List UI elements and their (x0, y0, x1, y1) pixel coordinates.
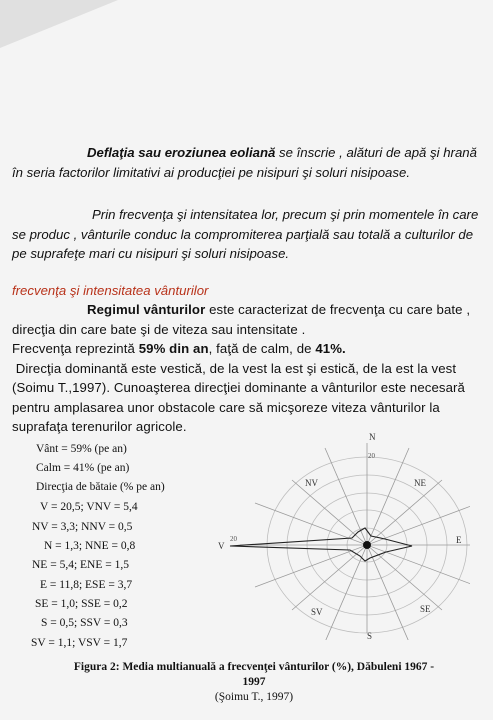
stat-line: Calm = 41% (pe an) (36, 462, 130, 474)
corner-ornament (0, 0, 120, 50)
paragraph-winds-effect: Prin frecvenţa şi intensitatea lor, precum şi prin momentele în care se produc , vânturile conduc la compromiterea parţială sau totală a culturilor de pe suprafeţe mari cu nisipuri şi soluri nisipoase. (12, 207, 479, 261)
section-heading: frecvenţa şi intensitatea vânturilor (12, 283, 209, 298)
paragraph-deflation: Deflaţia sau eroziunea eoliană se înscrie , alături de apă şi hrană în seria factorilor limitativi ai producţiei pe nisipuri şi soluri nisipoase. (12, 145, 477, 180)
rose-scale-left: 20 (230, 535, 237, 543)
figure-caption: Figura 2: Media multianuală a frecvenţei vânturilor (%), Dăbuleni 1967 - 1997 (Şoimu T., 1997) (73, 661, 435, 703)
stat-line: Vânt = 59% (pe an) (36, 443, 127, 455)
rose-label-s: S (367, 631, 373, 640)
deflation-term: Deflaţia sau eroziunea eoliană (87, 145, 276, 160)
stat-line: N = 1,3; NNE = 0,8 (44, 540, 136, 552)
wind-rose-diagram (210, 428, 470, 640)
rose-label-nv: NV (305, 478, 318, 488)
rose-label-se: SE (420, 604, 431, 614)
stat-line: SV = 1,1; VSV = 1,7 (31, 637, 128, 649)
rose-label-n: N (369, 432, 376, 442)
rose-label-ne: NE (414, 478, 426, 488)
stat-line: Direcţia de bătaie (% pe an) (36, 481, 165, 493)
stat-line: SE = 1,0; SSE = 0,2 (35, 598, 128, 610)
rose-label-sv: SV (311, 607, 323, 617)
rose-label-v: V (218, 541, 225, 551)
stat-line: V = 20,5; VNV = 5,4 (40, 501, 138, 513)
rose-label-e: E (456, 535, 462, 545)
stat-line: NV = 3,3; NNV = 0,5 (32, 521, 133, 533)
stat-line: S = 0,5; SSV = 0,3 (41, 617, 128, 629)
stat-line: NE = 5,4; ENE = 1,5 (32, 559, 129, 571)
rose-scale-top: 20 (368, 452, 375, 460)
paragraph-wind-regime: Regimul vânturilor este caracterizat de frecvenţa cu care bate , direcţia din care bate şi de viteza sau intensitate . Frecvenţa reprezintă 59% din an, faţă de calm, de 41%. Direcţia dominantă este vestică, de la vest la est şi estică, de la est la vest (Soimu T.,1997). Cunoaşterea direcţiei dominante a vânturilor este necesară pentru amplasarea unor obstacole care să micşoreze viteza vânturilor la suprafaţa terenurilor agricole. (12, 302, 471, 434)
stat-line: E = 11,8; ESE = 3,7 (40, 579, 133, 591)
